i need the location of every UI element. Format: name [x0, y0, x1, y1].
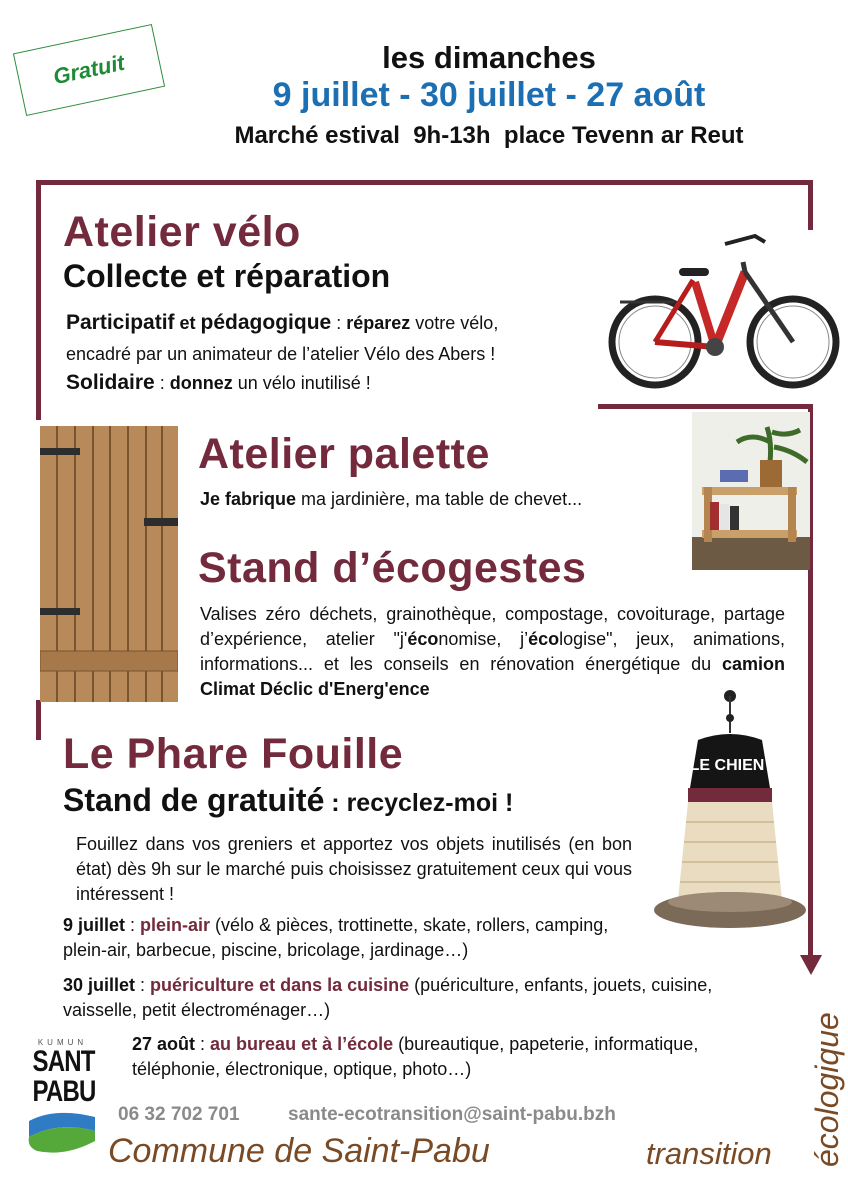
velo-line1: Participatif et pédagogique : réparez votre vélo, — [66, 311, 499, 334]
footer-phone: 06 32 702 701 — [118, 1104, 240, 1125]
header-dates: 9 juillet - 30 juillet - 27 août — [272, 76, 706, 114]
date-item-27-aout: 27 août : au bureau et à l’école (bureautique, papeterie, informatique, téléphonie, électronique, optique, photo…) — [132, 1034, 699, 1079]
phare-subtitle: Stand de gratuité : recyclez-moi ! — [63, 782, 514, 818]
phare-title: Le Phare Fouille — [63, 730, 404, 778]
logo-line2: PABU — [32, 1075, 96, 1108]
logo-line1: SANT — [32, 1045, 95, 1078]
frame-left-line-bottom — [36, 700, 41, 740]
bicycle-image — [605, 222, 840, 407]
palette-text: Je fabrique ma jardinière, ma table de chevet... — [200, 489, 583, 509]
header-market: Marché estival 9h-13h place Tevenn ar Reut — [234, 122, 744, 149]
sant-pabu-logo — [25, 1038, 100, 1168]
logo-waves-icon — [25, 1107, 100, 1157]
gratuit-label: Gratuit — [51, 49, 127, 90]
pallet-door-image — [40, 426, 178, 702]
footer-commune: Commune de Saint-Pabu — [108, 1132, 490, 1170]
lighthouse-label: LE CHIEN — [689, 757, 765, 774]
arrow-down-icon — [798, 955, 824, 977]
date-item-30-juillet: 30 juillet : puériculture et dans la cuisine (puériculture, enfants, jouets, cuisine, vaisselle, petit électroménager…) — [63, 975, 713, 1020]
frame-top-line — [36, 180, 812, 185]
pallet-shelf-image — [692, 412, 810, 570]
palette-title: Atelier palette — [198, 430, 490, 478]
footer-transition: transition — [646, 1136, 772, 1171]
phare-intro: Fouillez dans vos greniers et apportez vos objets inutilisés (en bon état) dès 9h sur le marché puis choisissez gratuitement ceux qui vous intéressent ! — [76, 834, 632, 904]
velo-line2: encadré par un animateur de l’atelier Vélo des Abers ! — [66, 344, 496, 364]
logo-kumun: KUMUN — [37, 1038, 88, 1047]
lighthouse-image — [648, 688, 806, 950]
date-item-9-juillet: 9 juillet : plein-air (vélo & pièces, trottinette, skate, rollers, camping, plein-air, barbecue, piscine, bricolage, jardinage…) — [63, 915, 609, 960]
footer-ecologique: écologique — [809, 1012, 845, 1167]
ecogestes-title: Stand d’écogestes — [198, 544, 587, 592]
frame-left-line-top — [36, 180, 41, 420]
velo-line3: Solidaire : donnez un vélo inutilisé ! — [66, 371, 371, 394]
header-days: les dimanches — [382, 40, 596, 75]
velo-subtitle: Collecte et réparation — [63, 258, 391, 294]
velo-title: Atelier vélo — [63, 208, 301, 256]
footer-email: sante-ecotransition@saint-pabu.bzh — [288, 1104, 616, 1125]
ecogestes-text: Valises zéro déchets, grainothèque, compostage, covoiturage, partage d’expérience, atelier "j'économise, j’écologise", jeux, animations, informations... et les conseils en rénovation énergétique du camion Climat Déclic d'Energ'ence — [200, 604, 786, 699]
